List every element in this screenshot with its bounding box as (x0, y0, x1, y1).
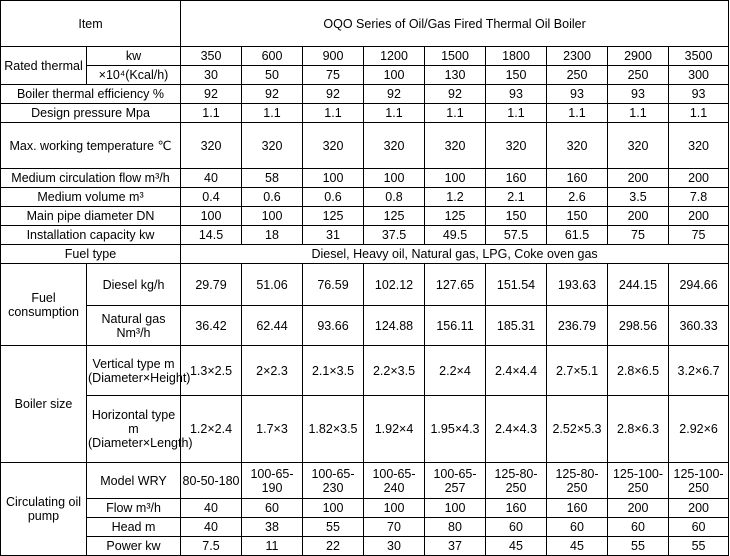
table-cell: 2×2.3 (242, 346, 303, 396)
rated-kw-row (1, 47, 729, 66)
table-cell: 31 (303, 226, 364, 245)
table-cell: 61.5 (547, 226, 608, 245)
main-pipe-row (1, 207, 729, 226)
table-cell: 45 (486, 537, 547, 556)
table-cell: 100 (181, 207, 242, 226)
row-label: Boiler thermal efficiency % (1, 85, 181, 104)
table-cell: 185.31 (486, 306, 547, 346)
table-cell: 7.5 (181, 537, 242, 556)
table-cell: 320 (181, 123, 242, 169)
natural-gas-label: Natural gas Nm³/h (87, 306, 181, 346)
table-cell: 1.1 (425, 104, 486, 123)
table-cell: 92 (303, 85, 364, 104)
table-cell: 1.1 (303, 104, 364, 123)
rated-thermal-label: Rated thermal (1, 47, 87, 85)
table-cell: 100-65-257 (425, 463, 486, 499)
table-cell: 1.1 (669, 104, 729, 123)
table-cell: 93 (547, 85, 608, 104)
item-header: Item (1, 1, 181, 47)
pump-head-label: Head m (87, 518, 181, 537)
table-cell: 150 (486, 207, 547, 226)
table-cell: 100 (425, 169, 486, 188)
table-cell: 100 (303, 499, 364, 518)
row-label: Design pressure Mpa (1, 104, 181, 123)
table-cell: 1.82×3.5 (303, 396, 364, 463)
table-cell: 2900 (608, 47, 669, 66)
pump-head-row (1, 518, 729, 537)
table-cell: 156.11 (425, 306, 486, 346)
table-cell: 1.95×4.3 (425, 396, 486, 463)
rated-kcal-unit: ×10⁴(Kcal/h) (87, 66, 181, 85)
table-cell: 40 (181, 518, 242, 537)
table-cell: 125-80-250 (547, 463, 608, 499)
table-cell: 60 (486, 518, 547, 537)
table-cell: 200 (608, 169, 669, 188)
table-cell: 600 (242, 47, 303, 66)
vertical-type-label: Vertical type m (Diameter×Height) (87, 346, 181, 396)
table-cell: 30 (181, 66, 242, 85)
table-cell: 80-50-180 (181, 463, 242, 499)
table-cell: 2.92×6 (669, 396, 729, 463)
table-cell: 2.7×5.1 (547, 346, 608, 396)
fuel-type-row (1, 245, 729, 264)
table-cell: 30 (364, 537, 425, 556)
table-cell: 1800 (486, 47, 547, 66)
series-title: OQO Series of Oil/Gas Fired Thermal Oil Boiler (181, 1, 729, 47)
table-cell: 37.5 (364, 226, 425, 245)
table-cell: 2.6 (547, 188, 608, 207)
table-cell: 320 (547, 123, 608, 169)
table-cell: 320 (364, 123, 425, 169)
pump-flow-label: Flow m³/h (87, 499, 181, 518)
table-cell: 125 (303, 207, 364, 226)
installation-capacity-row (1, 226, 729, 245)
table-cell: 49.5 (425, 226, 486, 245)
table-cell: 60 (669, 518, 729, 537)
table-cell: 50 (242, 66, 303, 85)
table-cell: 102.12 (364, 264, 425, 306)
max-temperature-row (1, 123, 729, 169)
table-cell: 75 (608, 226, 669, 245)
table-cell: 75 (303, 66, 364, 85)
table-cell: 320 (242, 123, 303, 169)
table-cell: 100 (425, 499, 486, 518)
table-cell: 298.56 (608, 306, 669, 346)
table-cell: 100 (242, 207, 303, 226)
horizontal-size-row (1, 396, 729, 463)
table-cell: 60 (547, 518, 608, 537)
table-cell: 160 (547, 169, 608, 188)
table-cell: 0.6 (242, 188, 303, 207)
table-cell: 76.59 (303, 264, 364, 306)
table-cell: 1.2×2.4 (181, 396, 242, 463)
table-cell: 100 (303, 169, 364, 188)
table-cell: 100 (364, 169, 425, 188)
boiler-size-label: Boiler size (1, 346, 87, 463)
table-cell: 70 (364, 518, 425, 537)
table-cell: 2.1×3.5 (303, 346, 364, 396)
row-label: Medium circulation flow m³/h (1, 169, 181, 188)
table-cell: 1.2 (425, 188, 486, 207)
table-cell: 320 (608, 123, 669, 169)
table-cell: 200 (669, 207, 729, 226)
table-cell: 22 (303, 537, 364, 556)
table-cell: 75 (669, 226, 729, 245)
table-cell: 92 (425, 85, 486, 104)
table-cell: 7.8 (669, 188, 729, 207)
table-cell: 151.54 (486, 264, 547, 306)
table-cell: 2.1 (486, 188, 547, 207)
table-cell: 300 (669, 66, 729, 85)
table-cell: 80 (425, 518, 486, 537)
table-cell: 360.33 (669, 306, 729, 346)
table-cell: 294.66 (669, 264, 729, 306)
table-cell: 40 (181, 169, 242, 188)
table-cell: 1.1 (181, 104, 242, 123)
table-cell: 58 (242, 169, 303, 188)
table-cell: 200 (669, 169, 729, 188)
table-cell: 236.79 (547, 306, 608, 346)
table-cell: 2300 (547, 47, 608, 66)
table-cell: 100 (364, 499, 425, 518)
pump-power-row (1, 537, 729, 556)
table-cell: 150 (547, 207, 608, 226)
table-cell: 38 (242, 518, 303, 537)
table-cell: 11 (242, 537, 303, 556)
medium-volume-row (1, 188, 729, 207)
efficiency-row (1, 85, 729, 104)
pump-model-label: Model WRY (87, 463, 181, 499)
pump-model-row (1, 463, 729, 499)
table-cell: 2.8×6.3 (608, 396, 669, 463)
table-cell: 320 (425, 123, 486, 169)
circulation-flow-row (1, 169, 729, 188)
table-cell: 92 (364, 85, 425, 104)
table-cell: 244.15 (608, 264, 669, 306)
table-cell: 900 (303, 47, 364, 66)
table-cell: 125-100-250 (669, 463, 729, 499)
table-cell: 1.3×2.5 (181, 346, 242, 396)
diesel-label: Diesel kg/h (87, 264, 181, 306)
table-cell: 150 (486, 66, 547, 85)
table-cell: 200 (608, 499, 669, 518)
circulating-pump-label: Circulating oil pump (1, 463, 87, 556)
table-cell: 55 (669, 537, 729, 556)
table-cell: 1.1 (364, 104, 425, 123)
fuel-type-value: Diesel, Heavy oil, Natural gas, LPG, Coke oven gas (181, 245, 729, 264)
fuel-consumption-label: Fuel consumption (1, 264, 87, 346)
table-cell: 100-65-190 (242, 463, 303, 499)
table-cell: 0.8 (364, 188, 425, 207)
table-cell: 55 (303, 518, 364, 537)
table-cell: 0.6 (303, 188, 364, 207)
table-cell: 125-100-250 (608, 463, 669, 499)
table-cell: 1.7×3 (242, 396, 303, 463)
table-cell: 320 (669, 123, 729, 169)
table-cell: 45 (547, 537, 608, 556)
table-cell: 0.4 (181, 188, 242, 207)
table-cell: 200 (608, 207, 669, 226)
fuel-type-label: Fuel type (1, 245, 181, 264)
table-cell: 92 (181, 85, 242, 104)
table-cell: 18 (242, 226, 303, 245)
table-cell: 92 (242, 85, 303, 104)
row-label: Medium volume m³ (1, 188, 181, 207)
table-cell: 36.42 (181, 306, 242, 346)
row-label: Max. working temperature ℃ (1, 123, 181, 169)
row-label: Installation capacity kw (1, 226, 181, 245)
table-cell: 57.5 (486, 226, 547, 245)
table-cell: 3.5 (608, 188, 669, 207)
table-cell: 2.8×6.5 (608, 346, 669, 396)
table-cell: 160 (486, 499, 547, 518)
table-cell: 2.4×4.4 (486, 346, 547, 396)
table-cell: 100 (364, 66, 425, 85)
table-cell: 1.1 (242, 104, 303, 123)
table-cell: 93 (486, 85, 547, 104)
table-cell: 125-80-250 (486, 463, 547, 499)
table-cell: 127.65 (425, 264, 486, 306)
table-cell: 37 (425, 537, 486, 556)
table-cell: 60 (242, 499, 303, 518)
vertical-size-row (1, 346, 729, 396)
table-cell: 1.1 (608, 104, 669, 123)
table-cell: 93 (669, 85, 729, 104)
table-cell: 125 (425, 207, 486, 226)
table-cell: 1.92×4 (364, 396, 425, 463)
row-label: Main pipe diameter DN (1, 207, 181, 226)
table-cell: 3500 (669, 47, 729, 66)
rated-kcal-row (1, 66, 729, 85)
table-cell: 250 (608, 66, 669, 85)
table-cell: 100-65-230 (303, 463, 364, 499)
table-cell: 93.66 (303, 306, 364, 346)
table-cell: 55 (608, 537, 669, 556)
table-cell: 320 (486, 123, 547, 169)
table-cell: 124.88 (364, 306, 425, 346)
table-cell: 51.06 (242, 264, 303, 306)
table-cell: 1500 (425, 47, 486, 66)
table-cell: 320 (303, 123, 364, 169)
table-cell: 1.1 (547, 104, 608, 123)
table-cell: 250 (547, 66, 608, 85)
table-cell: 93 (608, 85, 669, 104)
table-cell: 2.52×5.3 (547, 396, 608, 463)
table-cell: 29.79 (181, 264, 242, 306)
rated-kw-unit: kw (87, 47, 181, 66)
table-cell: 14.5 (181, 226, 242, 245)
table-cell: 62.44 (242, 306, 303, 346)
design-pressure-row (1, 104, 729, 123)
table-cell: 3.2×6.7 (669, 346, 729, 396)
table-cell: 100-65-240 (364, 463, 425, 499)
header-row (1, 1, 729, 47)
table-cell: 350 (181, 47, 242, 66)
table-cell: 125 (364, 207, 425, 226)
horizontal-type-label: Horizontal type m (Diameter×Length) (87, 396, 181, 463)
table-cell: 2.2×4 (425, 346, 486, 396)
table-cell: 160 (547, 499, 608, 518)
table-cell: 130 (425, 66, 486, 85)
natural-gas-row (1, 306, 729, 346)
table-cell: 60 (608, 518, 669, 537)
table-cell: 200 (669, 499, 729, 518)
table-cell: 160 (486, 169, 547, 188)
table-cell: 1.1 (486, 104, 547, 123)
table-cell: 2.4×4.3 (486, 396, 547, 463)
pump-flow-row (1, 499, 729, 518)
table-cell: 1200 (364, 47, 425, 66)
table-cell: 193.63 (547, 264, 608, 306)
pump-power-label: Power kw (87, 537, 181, 556)
diesel-row (1, 264, 729, 306)
table-cell: 2.2×3.5 (364, 346, 425, 396)
table-cell: 40 (181, 499, 242, 518)
